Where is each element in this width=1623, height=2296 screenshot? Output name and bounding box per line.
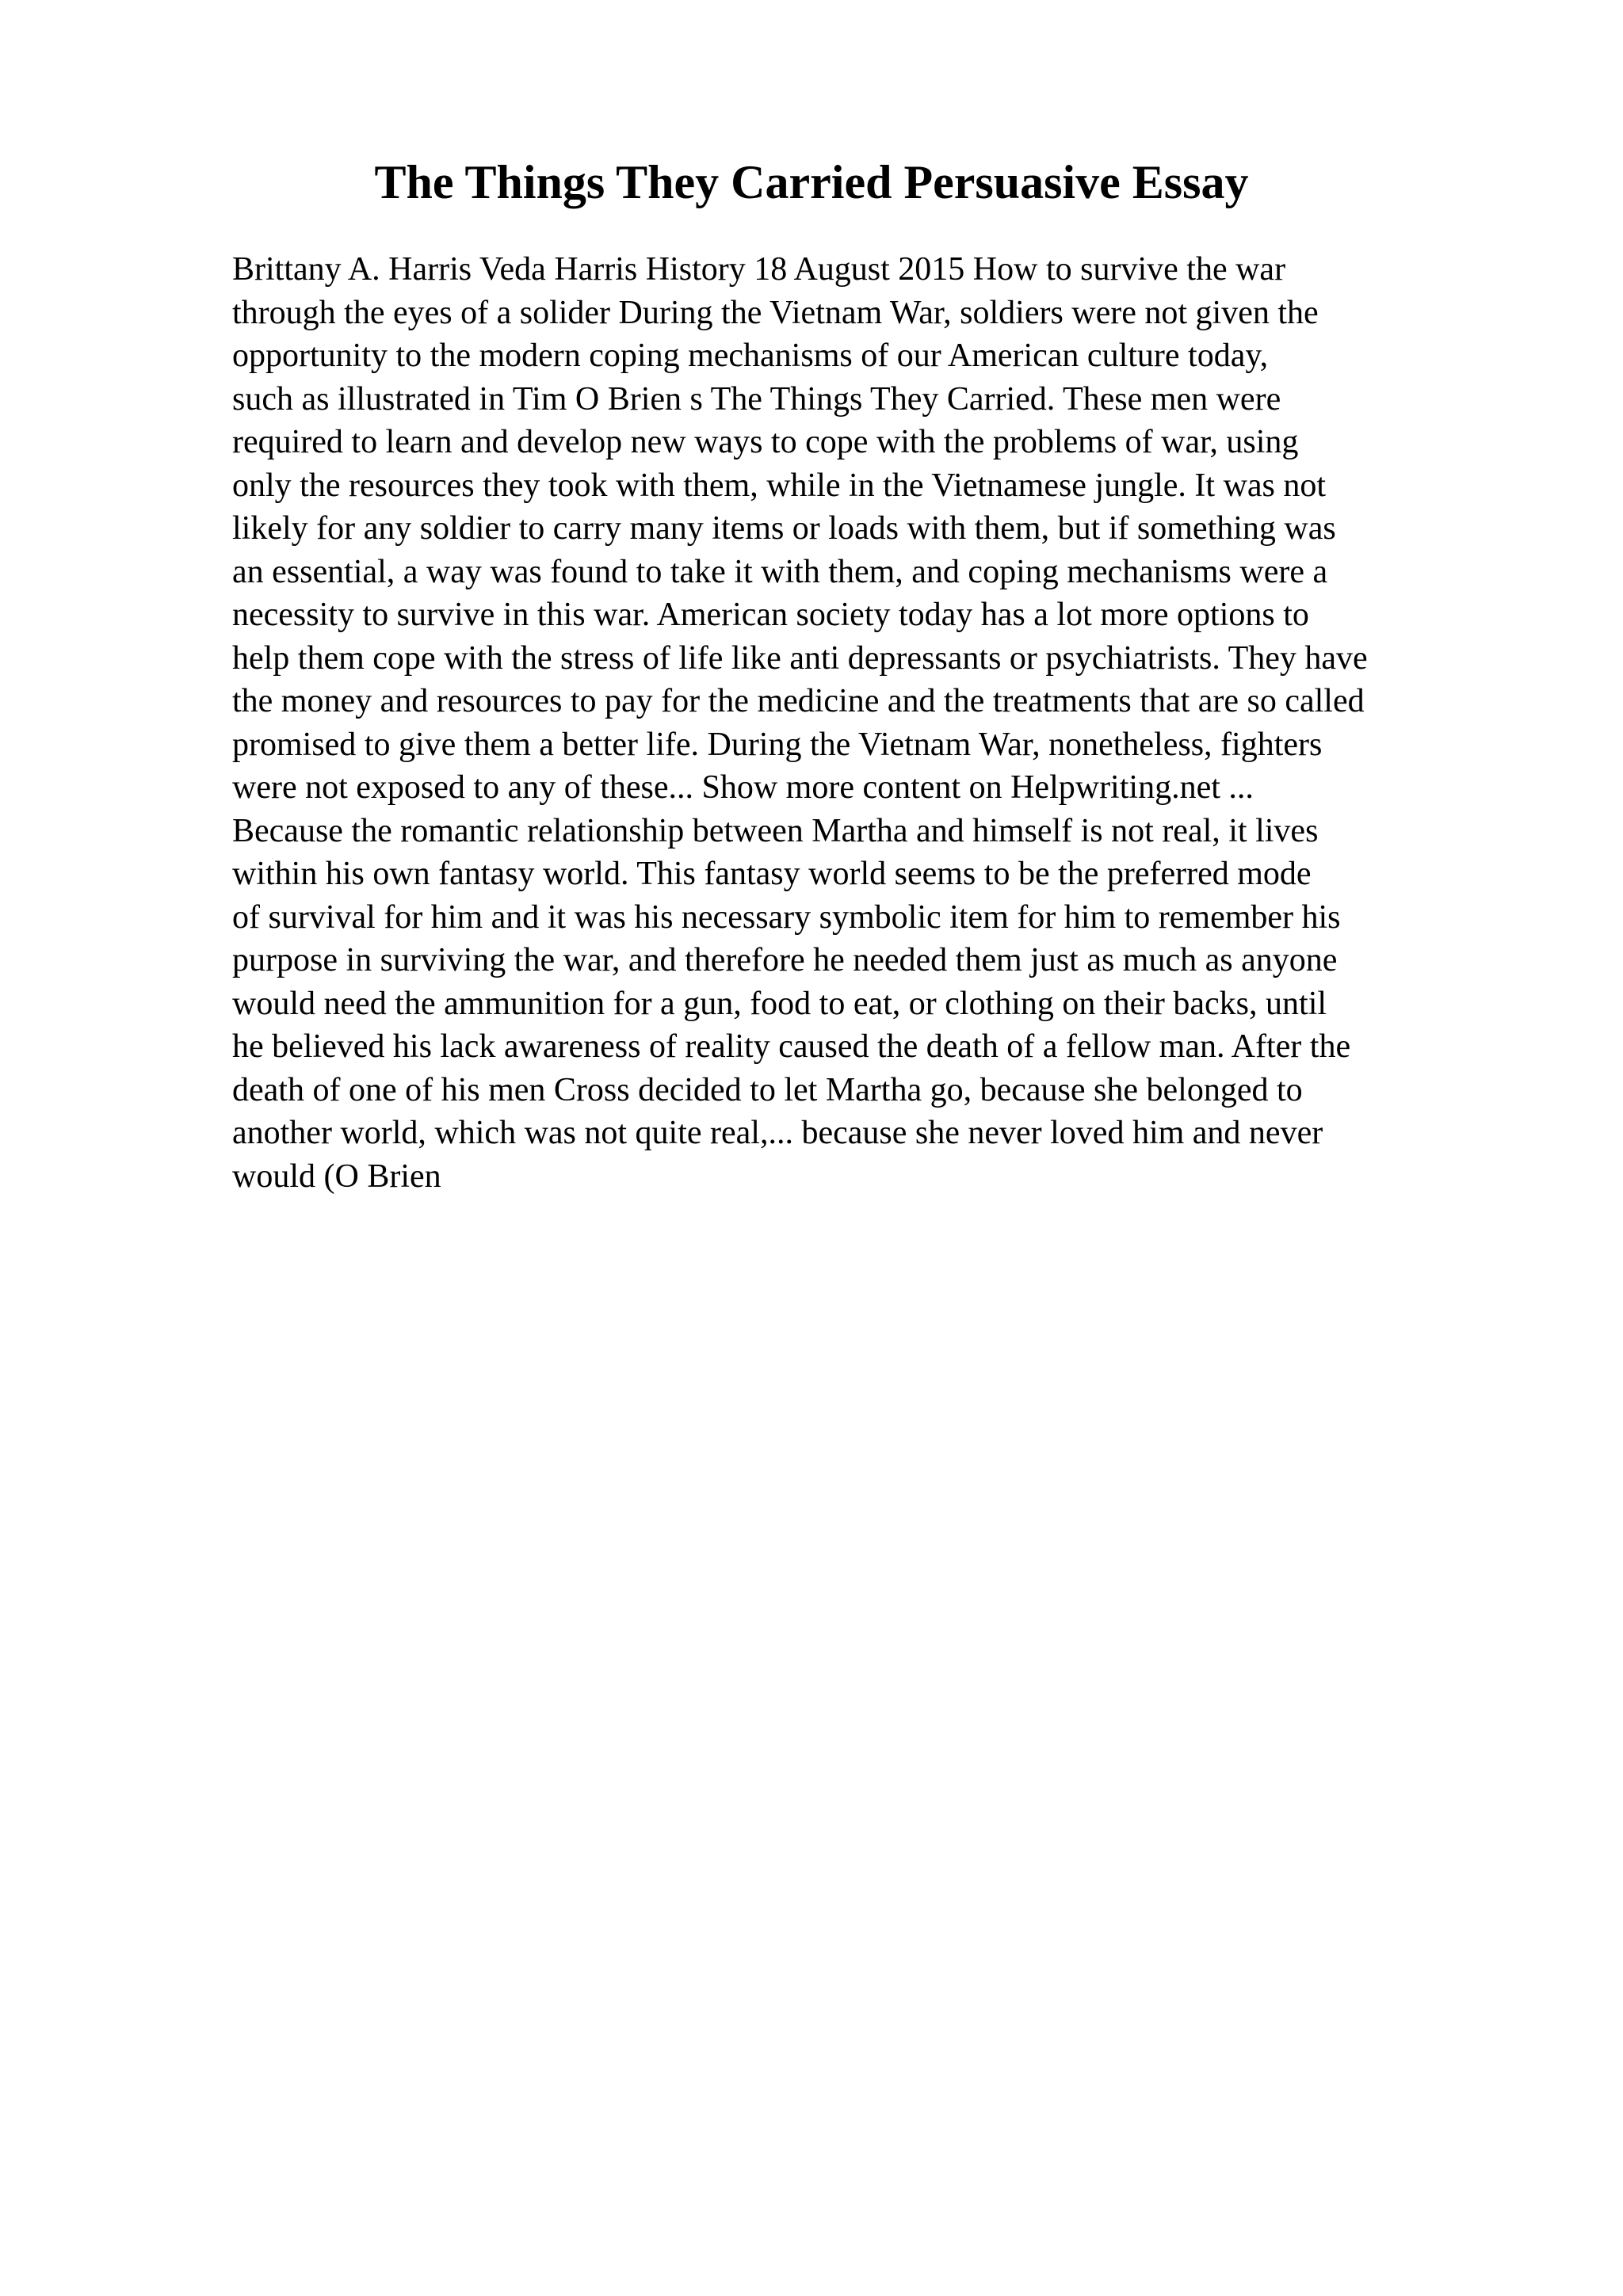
body-line: likely for any soldier to carry many items or loads with them, but if something was [232,510,1336,547]
body-line: would need the ammunition for a gun, food to eat, or clothing on their backs, until [232,985,1327,1022]
body-line: the money and resources to pay for the medicine and the treatments that are so called [232,683,1365,719]
body-line: purpose in surviving the war, and therefore he needed them just as much as anyone [232,942,1338,978]
document-body [232,248,1516,1198]
body-line: Because the romantic relationship between Martha and himself is not real, it lives [232,812,1319,849]
body-line: he believed his lack awareness of reality caused the death of a fellow man. After the [232,1028,1351,1065]
document-title: The Things They Carried Persuasive Essay [374,156,1249,208]
body-line: an essential, a way was found to take it with them, and coping mechanisms were a [232,553,1328,590]
body-line: were not exposed to any of these... Show more content on Helpwriting.net ... [232,769,1254,806]
body-line: opportunity to the modern coping mechanisms of our American culture today, [232,338,1269,374]
body-line: of survival for him and it was his necessary symbolic item for him to remember his [232,898,1341,936]
body-line: would (O Brien [232,1158,441,1195]
body-line: within his own fantasy world. This fantasy world seems to be the preferred mode [232,856,1312,892]
body-line: help them cope with the stress of life like anti depressants or psychiatrists. They have [232,639,1368,677]
body-line: through the eyes of a solider During the Vietnam War, soldiers were not given the [232,294,1319,331]
body-line: required to learn and develop new ways to cope with the problems of war, using [232,424,1299,460]
body-line: promised to give them a better life. During the Vietnam War, nonetheless, fighters [232,726,1323,763]
body-line: Brittany A. Harris Veda Harris History 18 August 2015 How to survive the war [232,251,1286,288]
body-line: necessity to survive in this war. American society today has a lot more options to [232,597,1309,633]
body-line: death of one of his men Cross decided to let Martha go, because she belonged to [232,1071,1303,1108]
body-line: such as illustrated in Tim O Brien s The Things They Carried. These men were [232,380,1281,418]
body-line: another world, which was not quite real,... because she never loved him and never [232,1115,1323,1151]
body-line: only the resources they took with them, while in the Vietnamese jungle. It was not [232,467,1327,504]
